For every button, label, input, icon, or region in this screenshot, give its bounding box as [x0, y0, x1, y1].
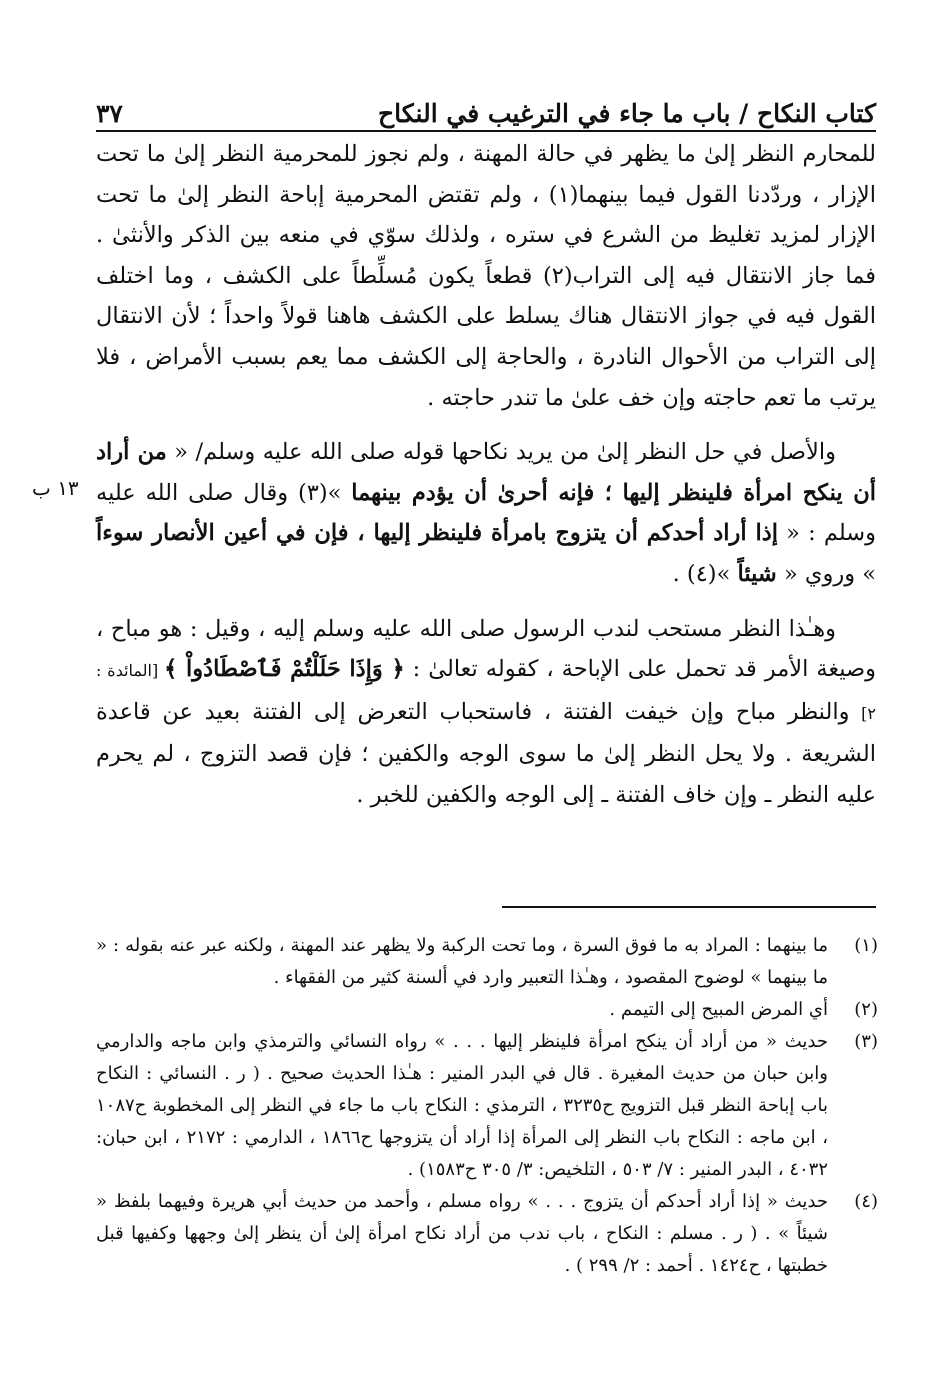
page: [96, 84, 876, 816]
paragraph-2-text-e: » وروي «: [776, 560, 876, 587]
footnotes: [96, 930, 878, 1282]
paragraph-1: للمحارم النظر إلىٰ ما يظهر في حالة المهنة ، ولم نجوز للمحرمية النظر إلىٰ ما تحت الإزار ، وردّدنا القول فيما بينهما(١) ، ولم تقتض المحرمية إباحة النظر إلىٰ ما تحت الإزار لمزيد تغليظ من الشرع في ستره ، ولذلك سوّي في منعه بين الذكر والأنثىٰ . فما جاز الانتقال فيه إلى التراب(٢) قطعاً يكون مُسلِّطاً على الكشف ، وما اختلف القول فيه في جواز الانتقال هناك يسلط على الكشف هاهنا قولاً واحداً ؛ لأن الانتقال إلى التراب من الأحوال النادرة ، والحاجة إلى الكشف مما يعم بسبب الأمراض ، فلا يرتب ما تعم حاجته وإن خف علىٰ ما تندر حاجته .: [96, 141, 876, 411]
paragraph-2-text-c: »(٣) وقال صلى الله عليه وسلم : «: [96, 479, 876, 547]
paragraph-2: [96, 432, 876, 594]
footnote-number: (٤): [854, 1191, 878, 1212]
hadith-2: إذا أراد أحدكم أن يتزوج بامرأة فلينظر إليها ، فإن في أعين الأنصار سوءاً: [96, 520, 778, 547]
quran-reference: [المائدة : ٢]: [96, 661, 876, 723]
paragraph-3-text-b: والنظر مباح وإن خيفت الفتنة ، فاستحباب التعرض إلى الفتنة بعيد عن قاعدة الشريعة . ولا يحل النظر إلىٰ ما سوى الوجه والكفين ؛ فإن قصد التزوج ، لم يحرم عليه النظر ـ وإن خاف الفتنة ـ إلى الوجه والكفين للخبر .: [96, 698, 876, 808]
hadith-1: من أراد أن ينكح امرأة فلينظر إليها ؛ فإنه أحرىٰ أن يؤدم بينهما: [96, 439, 876, 506]
footnote-number: (٣): [854, 1031, 878, 1052]
footnote: [96, 1026, 878, 1186]
paragraph-2-text-g: »(٤) .: [672, 560, 738, 587]
footnote-separator: [502, 906, 876, 908]
margin-folio-note: ١٣ ب: [32, 476, 79, 500]
chapter-title: كتاب النكاح / باب ما جاء في الترغيب في النكاح: [366, 99, 876, 128]
footnote: [96, 1186, 878, 1282]
paragraph-3: [96, 609, 876, 816]
footnote-number: (١): [854, 935, 878, 956]
footnote-text: ما بينهما : المراد به ما فوق السرة ، وما تحت الركبة ولا يظهر عند المهنة ، ولكنه عبر عنه بقوله : « ما بينهما » لوضوح المقصود ، وهـٰذا التعبير وارد في ألسنة كثير من الفقهاء .: [96, 935, 828, 988]
footnote: [96, 930, 878, 994]
footnote-text: أي المرض المبيح إلى التيمم .: [609, 999, 828, 1020]
main-text: [96, 134, 876, 816]
hadith-variant: شيئاً: [737, 560, 777, 587]
footnote-number: (٢): [854, 999, 878, 1020]
footnote: [96, 994, 878, 1026]
footnote-text: حديث « إذا أراد أحدكم أن يتزوج . . . » رواه مسلم ، وأحمد من حديث أبي هريرة وفيهما بلفظ « شيئاً » . ( ر . مسلم : النكاح ، باب ندب من أراد نكاح امرأة إلىٰ أن ينظر إلىٰ وجهها وكفيها قبل خطبتها ، ح١٤٢٤ . أحمد : ٢/ ٢٩٩ ) .: [96, 1191, 828, 1276]
page-number: ٣٧: [96, 99, 137, 128]
running-header: [96, 84, 876, 132]
paragraph-2-text-a: والأصل في حل النظر إلىٰ من يريد نكاحها قوله صلى الله عليه وسلم/ «: [166, 439, 836, 466]
footnote-text: حديث « من أراد أن ينكح امرأة فلينظر إليها . . . » رواه النسائي والترمذي وابن ماجه والدارمي وابن حبان من حديث المغيرة . قال في البدر المنير : هـٰذا الحديث صحيح . ( ر . النسائي : النكاح باب إباحة النظر قبل التزويج ح٣٢٣٥ ، الترمذي : النكاح باب ما جاء في النظر إلى المخطوبة ح١٠٨٧ ، ابن ماجه : النكاح باب النظر إلى المرأة إذا أراد أن يتزوجها ح١٨٦٦ ، الدارمي : ٢١٧٢ ، ابن حبان: ٤٠٣٢ ، البدر المنير : ٧/ ٥٠٣ ، التلخيص: ٣/ ٣٠٥ ح١٥٨٣) .: [96, 1031, 829, 1180]
paragraph-3-text-a: وهـٰذا النظر مستحب لندب الرسول صلى الله عليه وسلم إليه ، وقيل : هو مباح ، وصيغة الأمر قد تحمل على الإباحة ، كقوله تعالىٰ :: [96, 615, 877, 683]
quran-verse: ﴿ وَإِذَا حَلَلْتُمْ فَٱصْطَادُواْ ﴾: [164, 656, 405, 683]
